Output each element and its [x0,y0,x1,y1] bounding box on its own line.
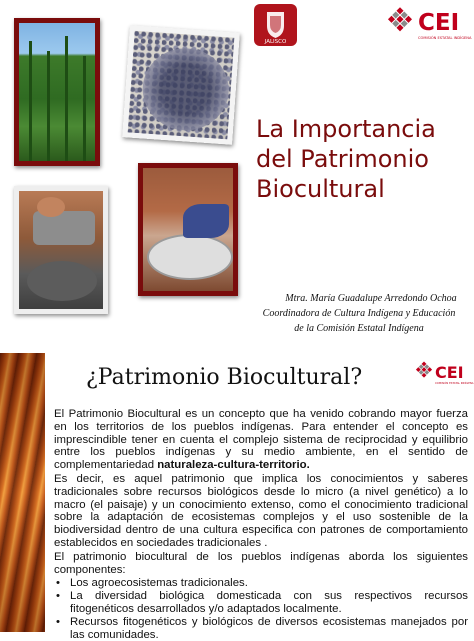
author-name: Mtra. María Guadalupe Arredondo Ochoa [285,293,457,304]
presentation-title: La Importancia del Patrimonio Biocultural [256,115,436,203]
slide-body [54,408,468,641]
paragraph-meaning: Es decir, es aquel patrimonio que implica los conocimientos y saberes tradicionales sobre recursos biológicos desde lo micro (a nivel genético) a lo macro (el paisaje) y un conocimiento extenso, como el conocimiento tradicional sobre la adaptación de ecosistemas complejos y el uso sostenible de la biodiversidad dentro de una cultura especifica con patrones de comportamiento establecidos en sociedades tradicionales . [54,472,468,549]
paragraph-components: El patrimonio biocultural de los pueblos indígenas aborda los siguientes componentes: [54,550,468,576]
list-item: • La diversidad biológica domesticada con sus respectivos recursos fitogenéticos desarrollados y/o adaptados localmente. [54,590,468,616]
metate-grinding-photo [14,186,108,314]
cei-logo-small [416,359,474,385]
paragraph-definition: El Patrimonio Biocultural es un concepto que ha venido cobrando mayor fuerza en los territorios de los pueblos indígenas. Para entender el concepto es imprescindible tener en cuenta el complejo sistema de reciprocidad y equilibrio entre los pueblos indígenas y su medio ambiente, en el sentido de complementariedad naturaleza-cultura-territorio. [54,408,468,472]
svg-text:CEI: CEI [435,363,464,382]
author-role: Coordinadora de Cultura Indígena y Educación [262,308,456,319]
corn-field-photo [14,18,100,166]
author-organization: de la Comisión Estatal Indígena [294,323,424,334]
svg-text:COMISIÓN ESTATAL INDÍGENA: COMISIÓN ESTATAL INDÍGENA [418,36,472,40]
author-block [246,291,472,336]
slide-content [0,353,474,641]
slide-heading: ¿Patrimonio Biocultural? [86,365,363,390]
key-concept: naturaleza-cultura-territorio. [157,459,310,472]
wood-texture-strip [0,353,45,632]
jalisco-logo [254,4,297,46]
svg-text:COMISIÓN ESTATAL INDÍGENA: COMISIÓN ESTATAL INDÍGENA [435,382,474,385]
cei-logo [388,6,474,42]
svg-text:CEI: CEI [418,10,460,36]
comal-tortilla-photo [138,163,238,296]
svg-text:JALISCO: JALISCO [264,39,287,45]
components-list [54,577,468,641]
list-item: • Los agroecosistemas tradicionales. [54,577,468,590]
seeds-photo [122,25,240,144]
list-item: • Recursos fitogenéticos y biológicos de diversos ecosistemas manejados por las comunidades. [54,616,468,641]
